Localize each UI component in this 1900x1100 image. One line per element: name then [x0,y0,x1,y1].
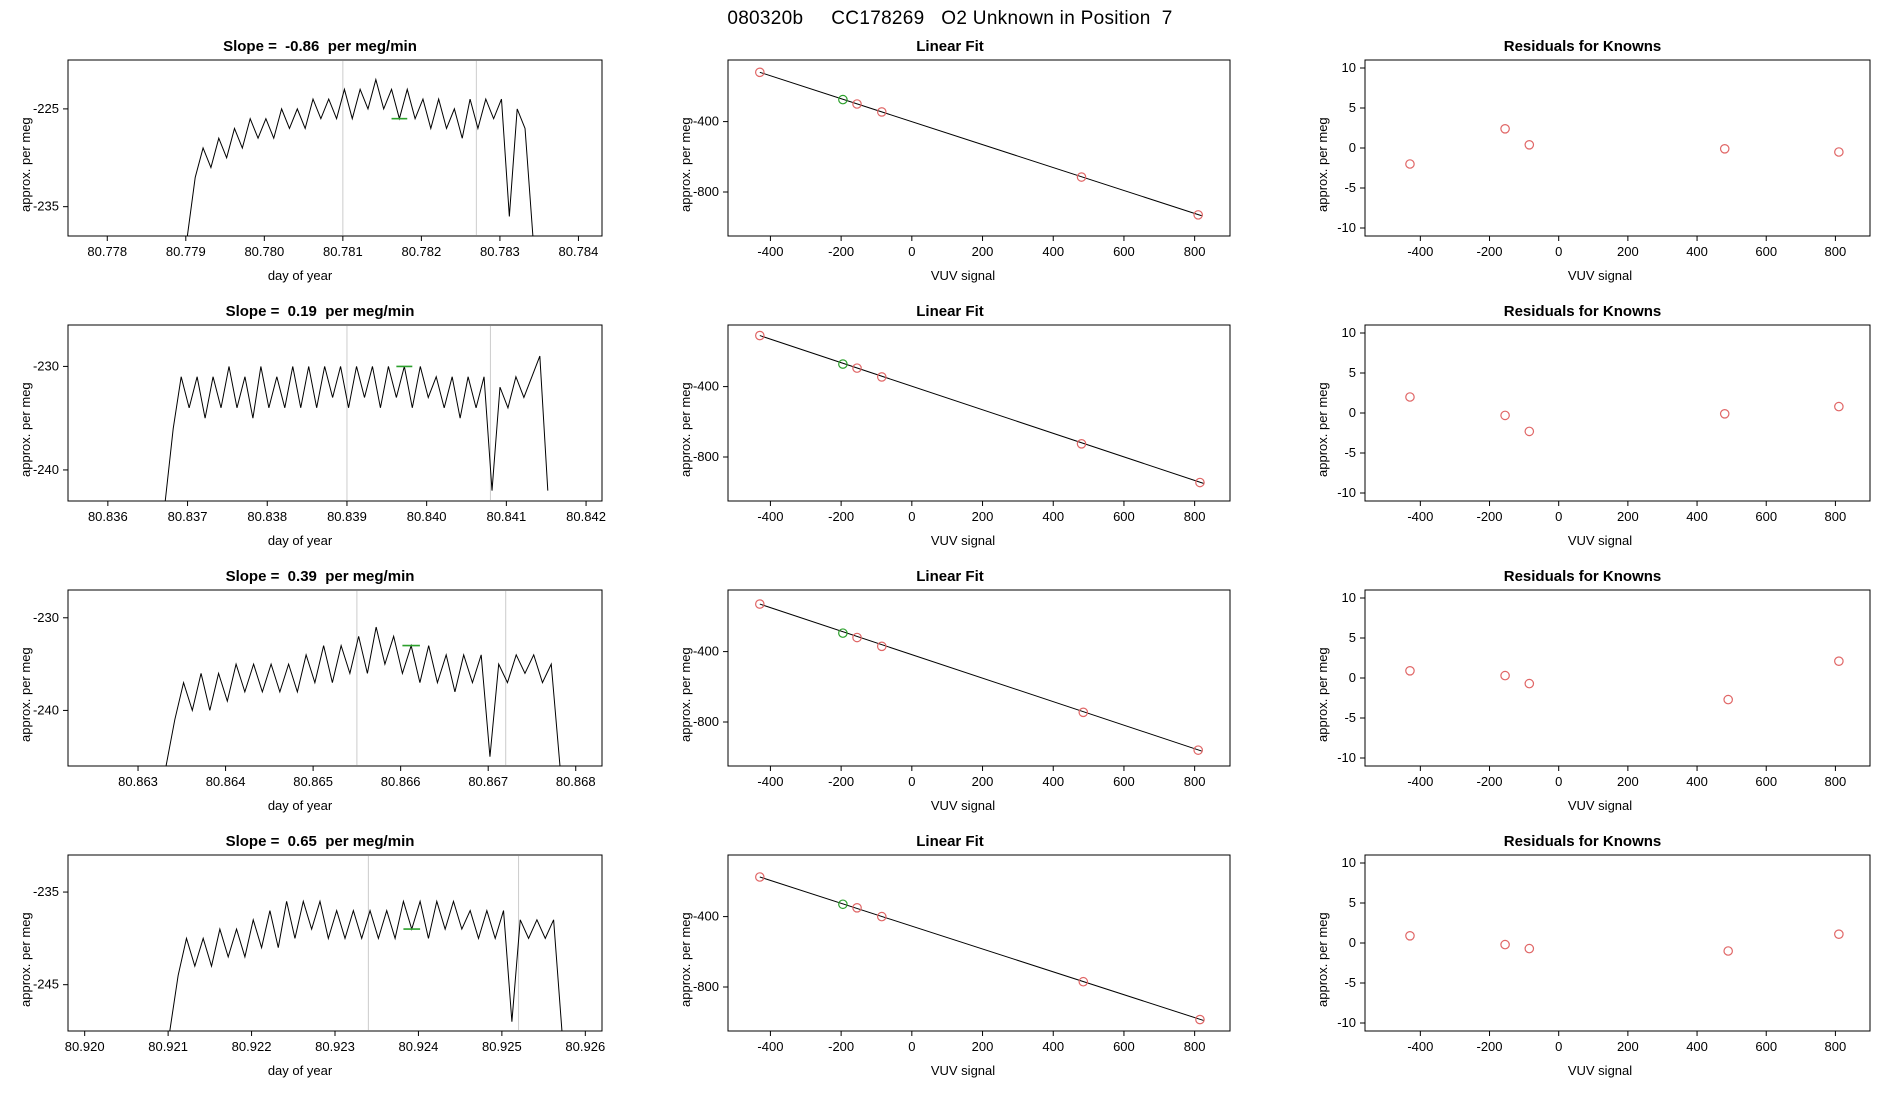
svg-text:-5: -5 [1344,180,1356,195]
svg-text:0: 0 [908,774,916,789]
svg-text:-800: -800 [692,449,719,464]
svg-text:80.864: 80.864 [205,774,246,789]
known-point [878,642,886,650]
residual-point [1406,932,1414,940]
x-axis-label: VUV signal [1567,268,1633,283]
svg-text:600: 600 [1113,1039,1135,1054]
svg-text:80.841: 80.841 [486,509,527,524]
y-axis-label: approx. per meg [18,647,33,742]
x-axis-label: day of year [267,533,333,548]
x-axis-label: VUV signal [1567,533,1633,548]
svg-text:0: 0 [1555,509,1563,524]
svg-text:-400: -400 [757,1039,784,1054]
known-point [756,873,764,881]
svg-text:80.839: 80.839 [327,509,367,524]
residual-point [1835,148,1843,156]
svg-text:-200: -200 [1476,774,1503,789]
x-axis-label: VUV signal [1567,1063,1633,1078]
svg-text:-200: -200 [828,1039,855,1054]
plot-canvas [1265,829,1900,1094]
svg-text:-400: -400 [1407,1039,1434,1054]
svg-text:0: 0 [908,509,916,524]
residual-point [1501,125,1509,133]
panel-title: Slope = 0.65 per meg/min [225,833,415,850]
y-axis-label: approx. per meg [1315,912,1330,1007]
svg-text:80.781: 80.781 [322,244,363,259]
y-axis-label: approx. per meg [18,117,33,212]
panel-title: Linear Fit [916,568,984,585]
svg-text:-5: -5 [1344,975,1356,990]
svg-text:-240: -240 [32,702,59,718]
residual-point [1406,667,1414,675]
svg-text:600: 600 [1113,244,1135,259]
svg-text:80.782: 80.782 [401,244,442,259]
residual-point [1721,410,1729,418]
svg-text:-200: -200 [828,774,855,789]
svg-text:-400: -400 [1407,244,1434,259]
svg-text:10: 10 [1341,60,1356,75]
svg-text:-400: -400 [692,113,719,129]
residual-point [1501,940,1509,948]
panel-title: Linear Fit [916,38,984,55]
data-trace [187,80,533,236]
svg-text:80.866: 80.866 [380,774,421,789]
y-axis-label: approx. per meg [18,382,33,477]
svg-text:800: 800 [1824,509,1847,524]
svg-text:-10: -10 [1337,1015,1356,1030]
panel-title: Residuals for Knowns [1503,38,1662,55]
svg-text:80.778: 80.778 [87,244,128,259]
svg-text:80.867: 80.867 [468,774,509,789]
panel-title: Slope = 0.39 per meg/min [225,568,415,585]
svg-text:80.923: 80.923 [315,1039,355,1054]
svg-text:80.926: 80.926 [565,1039,606,1054]
panel-title: Linear Fit [916,303,984,320]
svg-text:-245: -245 [32,976,59,992]
svg-text:80.842: 80.842 [566,509,606,524]
svg-text:-400: -400 [1407,774,1434,789]
x-axis-label: day of year [267,798,333,813]
panel-title: Residuals for Knowns [1503,568,1662,585]
data-trace [170,901,562,1031]
panel-title: Residuals for Knowns [1503,833,1662,850]
svg-text:800: 800 [1183,774,1206,789]
panel-title: Slope = 0.19 per meg/min [225,303,415,320]
panel-row1-residuals [1265,34,1900,299]
residual-point [1525,944,1533,952]
svg-text:400: 400 [1042,774,1065,789]
svg-text:400: 400 [1686,244,1708,259]
svg-text:0: 0 [1348,935,1356,950]
svg-text:400: 400 [1686,774,1708,789]
svg-text:0: 0 [908,1039,916,1054]
plot-canvas [640,34,1260,299]
svg-text:0: 0 [1348,670,1356,685]
svg-text:-5: -5 [1344,710,1356,725]
y-axis-label: approx. per meg [1315,382,1330,477]
svg-text:-800: -800 [692,979,719,994]
fit-line [760,72,1202,215]
residual-point [1525,141,1533,149]
svg-text:80.920: 80.920 [64,1039,105,1054]
svg-text:-400: -400 [757,509,784,524]
panel-title: Residuals for Knowns [1503,303,1662,320]
svg-text:400: 400 [1686,1039,1708,1054]
fit-line [760,336,1204,484]
svg-text:-240: -240 [32,461,59,477]
svg-text:800: 800 [1183,244,1206,259]
residual-point [1835,402,1843,410]
panel-row1-timeseries [0,34,640,299]
svg-text:-400: -400 [692,378,719,394]
svg-text:-225: -225 [32,100,59,116]
plot-canvas [640,299,1260,564]
known-point [756,331,764,339]
plot-row [0,829,1900,1094]
x-axis-label: VUV signal [930,268,996,283]
svg-text:0: 0 [1555,244,1563,259]
panel-row3-residuals [1265,564,1900,829]
x-axis-label: VUV signal [1567,798,1633,813]
svg-text:-200: -200 [1476,509,1503,524]
plot-canvas [0,34,640,299]
panel-row4-residuals [1265,829,1900,1094]
svg-text:200: 200 [971,244,994,259]
known-point [756,600,764,608]
svg-text:80.836: 80.836 [87,509,128,524]
x-axis-label: VUV signal [930,533,996,548]
svg-text:600: 600 [1113,774,1135,789]
svg-text:-10: -10 [1337,485,1356,500]
plot-row [0,564,1900,829]
svg-text:800: 800 [1824,244,1847,259]
plot-canvas [640,829,1260,1094]
svg-text:400: 400 [1042,244,1065,259]
svg-text:200: 200 [1617,1039,1639,1054]
residual-point [1501,671,1509,679]
svg-text:80.922: 80.922 [231,1039,272,1054]
panel-row1-linearfit [640,34,1260,299]
svg-text:80.837: 80.837 [167,509,208,524]
known-point [756,68,764,76]
svg-text:80.783: 80.783 [480,244,520,259]
svg-text:-400: -400 [757,244,784,259]
svg-text:0: 0 [908,244,916,259]
svg-text:5: 5 [1348,365,1356,380]
svg-text:-235: -235 [32,198,59,214]
svg-text:-200: -200 [828,509,855,524]
svg-text:10: 10 [1341,855,1356,870]
svg-text:80.921: 80.921 [148,1039,189,1054]
svg-text:400: 400 [1042,1039,1065,1054]
plot-row [0,299,1900,564]
svg-text:600: 600 [1755,244,1778,259]
svg-text:80.784: 80.784 [558,244,599,259]
svg-text:5: 5 [1348,630,1356,645]
svg-text:800: 800 [1824,774,1847,789]
residual-point [1501,411,1509,419]
y-axis-label: approx. per meg [678,117,693,212]
svg-text:600: 600 [1755,1039,1778,1054]
svg-text:-10: -10 [1337,220,1356,235]
svg-text:800: 800 [1183,1039,1206,1054]
svg-text:80.780: 80.780 [244,244,285,259]
x-axis-label: VUV signal [930,798,996,813]
svg-text:-230: -230 [32,609,59,625]
svg-text:-800: -800 [692,714,719,729]
svg-text:0: 0 [1555,1039,1563,1054]
y-axis-label: approx. per meg [678,382,693,477]
svg-text:80.868: 80.868 [555,774,596,789]
panel-title: Linear Fit [916,833,984,850]
panel-row3-linearfit [640,564,1260,829]
x-axis-label: day of year [267,268,333,283]
svg-text:-400: -400 [692,643,719,659]
residual-point [1406,393,1414,401]
residual-point [1525,679,1533,687]
residual-point [1721,145,1729,153]
x-axis-label: VUV signal [930,1063,996,1078]
svg-text:-5: -5 [1344,445,1356,460]
y-axis-label: approx. per meg [1315,117,1330,212]
plot-canvas [1265,564,1900,829]
svg-text:-200: -200 [1476,244,1503,259]
plot-canvas [1265,299,1900,564]
residual-point [1835,657,1843,665]
plot-grid [0,34,1900,1094]
plot-canvas [0,564,640,829]
y-axis-label: approx. per meg [678,647,693,742]
svg-text:600: 600 [1755,774,1778,789]
svg-text:800: 800 [1824,1039,1847,1054]
panel-row2-residuals [1265,299,1900,564]
svg-text:0: 0 [1348,140,1356,155]
svg-text:600: 600 [1113,509,1135,524]
x-axis-label: day of year [267,1063,333,1078]
svg-text:-800: -800 [692,184,719,199]
svg-text:80.779: 80.779 [165,244,206,259]
svg-text:80.925: 80.925 [481,1039,522,1054]
residual-point [1525,427,1533,435]
svg-text:10: 10 [1341,325,1356,340]
svg-text:200: 200 [1617,774,1639,789]
svg-text:-400: -400 [1407,509,1434,524]
svg-text:400: 400 [1686,509,1708,524]
plot-canvas [1265,34,1900,299]
plot-row [0,34,1900,299]
page-title: 080320b CC178269 O2 Unknown in Position 7 [727,8,1173,29]
svg-text:80.863: 80.863 [118,774,158,789]
svg-text:200: 200 [1617,509,1639,524]
plot-canvas [0,299,640,564]
svg-text:-200: -200 [1476,1039,1503,1054]
svg-text:0: 0 [1348,405,1356,420]
svg-text:5: 5 [1348,100,1356,115]
svg-text:400: 400 [1042,509,1065,524]
svg-text:0: 0 [1555,774,1563,789]
y-axis-label: approx. per meg [678,912,693,1007]
y-axis-label: approx. per meg [1315,647,1330,742]
panel-row4-timeseries [0,829,640,1094]
residual-point [1835,930,1843,938]
svg-text:80.865: 80.865 [293,774,333,789]
panel-title: Slope = -0.86 per meg/min [223,38,417,55]
panel-row2-linearfit [640,299,1260,564]
svg-text:80.838: 80.838 [247,509,288,524]
svg-text:-235: -235 [32,884,59,900]
svg-text:-400: -400 [757,774,784,789]
panel-row4-linearfit [640,829,1260,1094]
panel-row2-timeseries [0,299,640,564]
svg-text:10: 10 [1341,590,1356,605]
fit-line [760,604,1202,751]
svg-text:5: 5 [1348,895,1356,910]
residual-point [1724,947,1732,955]
svg-text:-400: -400 [692,908,719,924]
svg-text:-230: -230 [32,358,59,374]
svg-text:-10: -10 [1337,750,1356,765]
plot-canvas [640,564,1260,829]
plot-canvas [0,829,640,1094]
y-axis-label: approx. per meg [18,912,33,1007]
svg-text:80.924: 80.924 [398,1039,439,1054]
svg-text:200: 200 [971,774,994,789]
svg-text:200: 200 [971,1039,994,1054]
svg-text:600: 600 [1755,509,1778,524]
svg-text:200: 200 [971,509,994,524]
panel-row3-timeseries [0,564,640,829]
residual-point [1406,160,1414,168]
svg-text:80.840: 80.840 [406,509,447,524]
svg-text:800: 800 [1183,509,1206,524]
residual-point [1724,695,1732,703]
svg-text:200: 200 [1617,244,1639,259]
fit-line [760,877,1204,1020]
data-trace [166,627,560,766]
svg-text:-200: -200 [828,244,855,259]
